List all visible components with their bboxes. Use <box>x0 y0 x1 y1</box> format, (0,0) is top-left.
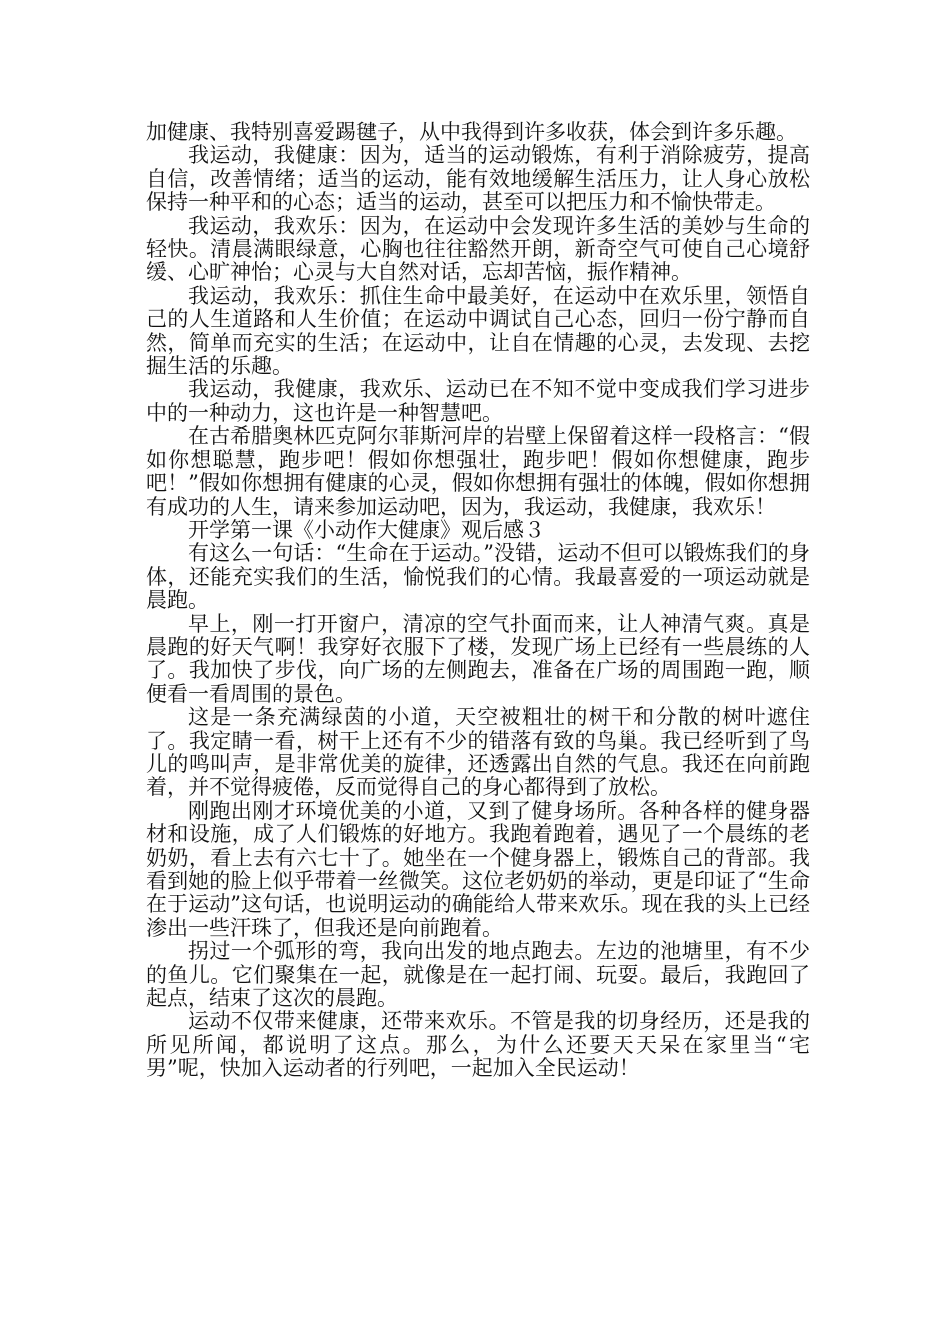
paragraph: 在古希腊奥林匹克阿尔菲斯河岸的岩壁上保留着这样一段格言：“假如你想聪慧，跑步吧！假如你想强壮，跑步吧！假如你想健康，跑步吧！”假如你想拥有健康的心灵，假如你想拥有强壮的体魄，假如你想拥有成功的人生，请来参加运动吧，因为，我运动，我健康，我欢乐！ <box>146 424 810 519</box>
paragraph: 运动不仅带来健康，还带来欢乐。不管是我的切身经历，还是我的所见所闻，都说明了这点。那么，为什么还要天天呆在家里当“宅男”呢，快加入运动者的行列吧，一起加入全民运动！ <box>146 1009 810 1081</box>
paragraph: 这是一条充满绿茵的小道，天空被粗壮的树干和分散的树叶遮住了。我定睛一看，树干上还有不少的错落有致的鸟巢。我已经听到了鸟儿的鸣叫声，是非常优美的旋律，还透露出自然的气息。我还在向前跑着，并不觉得疲倦，反而觉得自己的身心都得到了放松。 <box>146 705 810 800</box>
document-body <box>146 121 810 1081</box>
paragraph: 我运动，我健康，我欢乐、运动已在不知不觉中变成我们学习进步中的一种动力，这也许是一种智慧吧。 <box>146 377 810 425</box>
paragraph: 拐过一个弧形的弯，我向出发的地点跑去。左边的池塘里，有不少的鱼儿。它们聚集在一起，就像是在一起打闹、玩耍。最后，我跑回了起点，结束了这次的晨跑。 <box>146 939 810 1011</box>
paragraph: 刚跑出刚才环境优美的小道，又到了健身场所。各种各样的健身器材和设施，成了人们锻炼的好地方。我跑着跑着，遇见了一个晨练的老奶奶，看上去有六七十了。她坐在一个健身器上，锻炼自己的背部。我看到她的脸上似乎带着一丝微笑。这位老奶奶的举动，更是印证了“生命在于运动”这句话，也说明运动的确能给人带来欢乐。现在我的头上已经渗出一些汗珠了，但我还是向前跑着。 <box>146 798 810 940</box>
paragraph: 早上，刚一打开窗户，清凉的空气扑面而来，让人神清气爽。真是晨跑的好天气啊！我穿好衣服下了楼，发现广场上已经有一些晨练的人了。我加快了步伐，向广场的左侧跑去，准备在广场的周围跑一跑，顺便看一看周围的景色。 <box>146 611 810 706</box>
section-heading: 开学第一课《小动作大健康》观后感３ <box>188 517 545 542</box>
paragraph: 我运动，我健康：因为，适当的运动锻炼，有利于消除疲劳，提高自信，改善情绪；适当的运动，能有效地缓解生活压力，让人身心放松保持一种平和的心态；适当的运动，甚至可以把压力和不愉快带走。 <box>146 143 810 215</box>
paragraph: 我运动，我欢乐：因为，在运动中会发现许多生活的美妙与生命的轻快。清晨满眼绿意，心胸也往往豁然开朗，新奇空气可使自己心境舒缓、心旷神怡；心灵与大自然对话，忘却苦恼，振作精神。 <box>146 213 810 285</box>
paragraph: 有这么一句话：“生命在于运动。”没错，运动不但可以锻炼我们的身体，还能充实我们的生活，愉悦我们的心情。我最喜爱的一项运动就是晨跑。 <box>146 541 810 613</box>
paragraph-continuation: 加健康、我特别喜爱踢毽子，从中我得到许多收获，体会到许多乐趣。 <box>146 120 797 144</box>
paragraph: 我运动，我欢乐：抓住生命中最美好，在运动中在欢乐里，领悟自己的人生道路和人生价值；在运动中调试自己心态，回归一份宁静而自然，简单而充实的生活；在运动中，让自在情趣的心灵，去发现、去挖掘生活的乐趣。 <box>146 283 810 379</box>
